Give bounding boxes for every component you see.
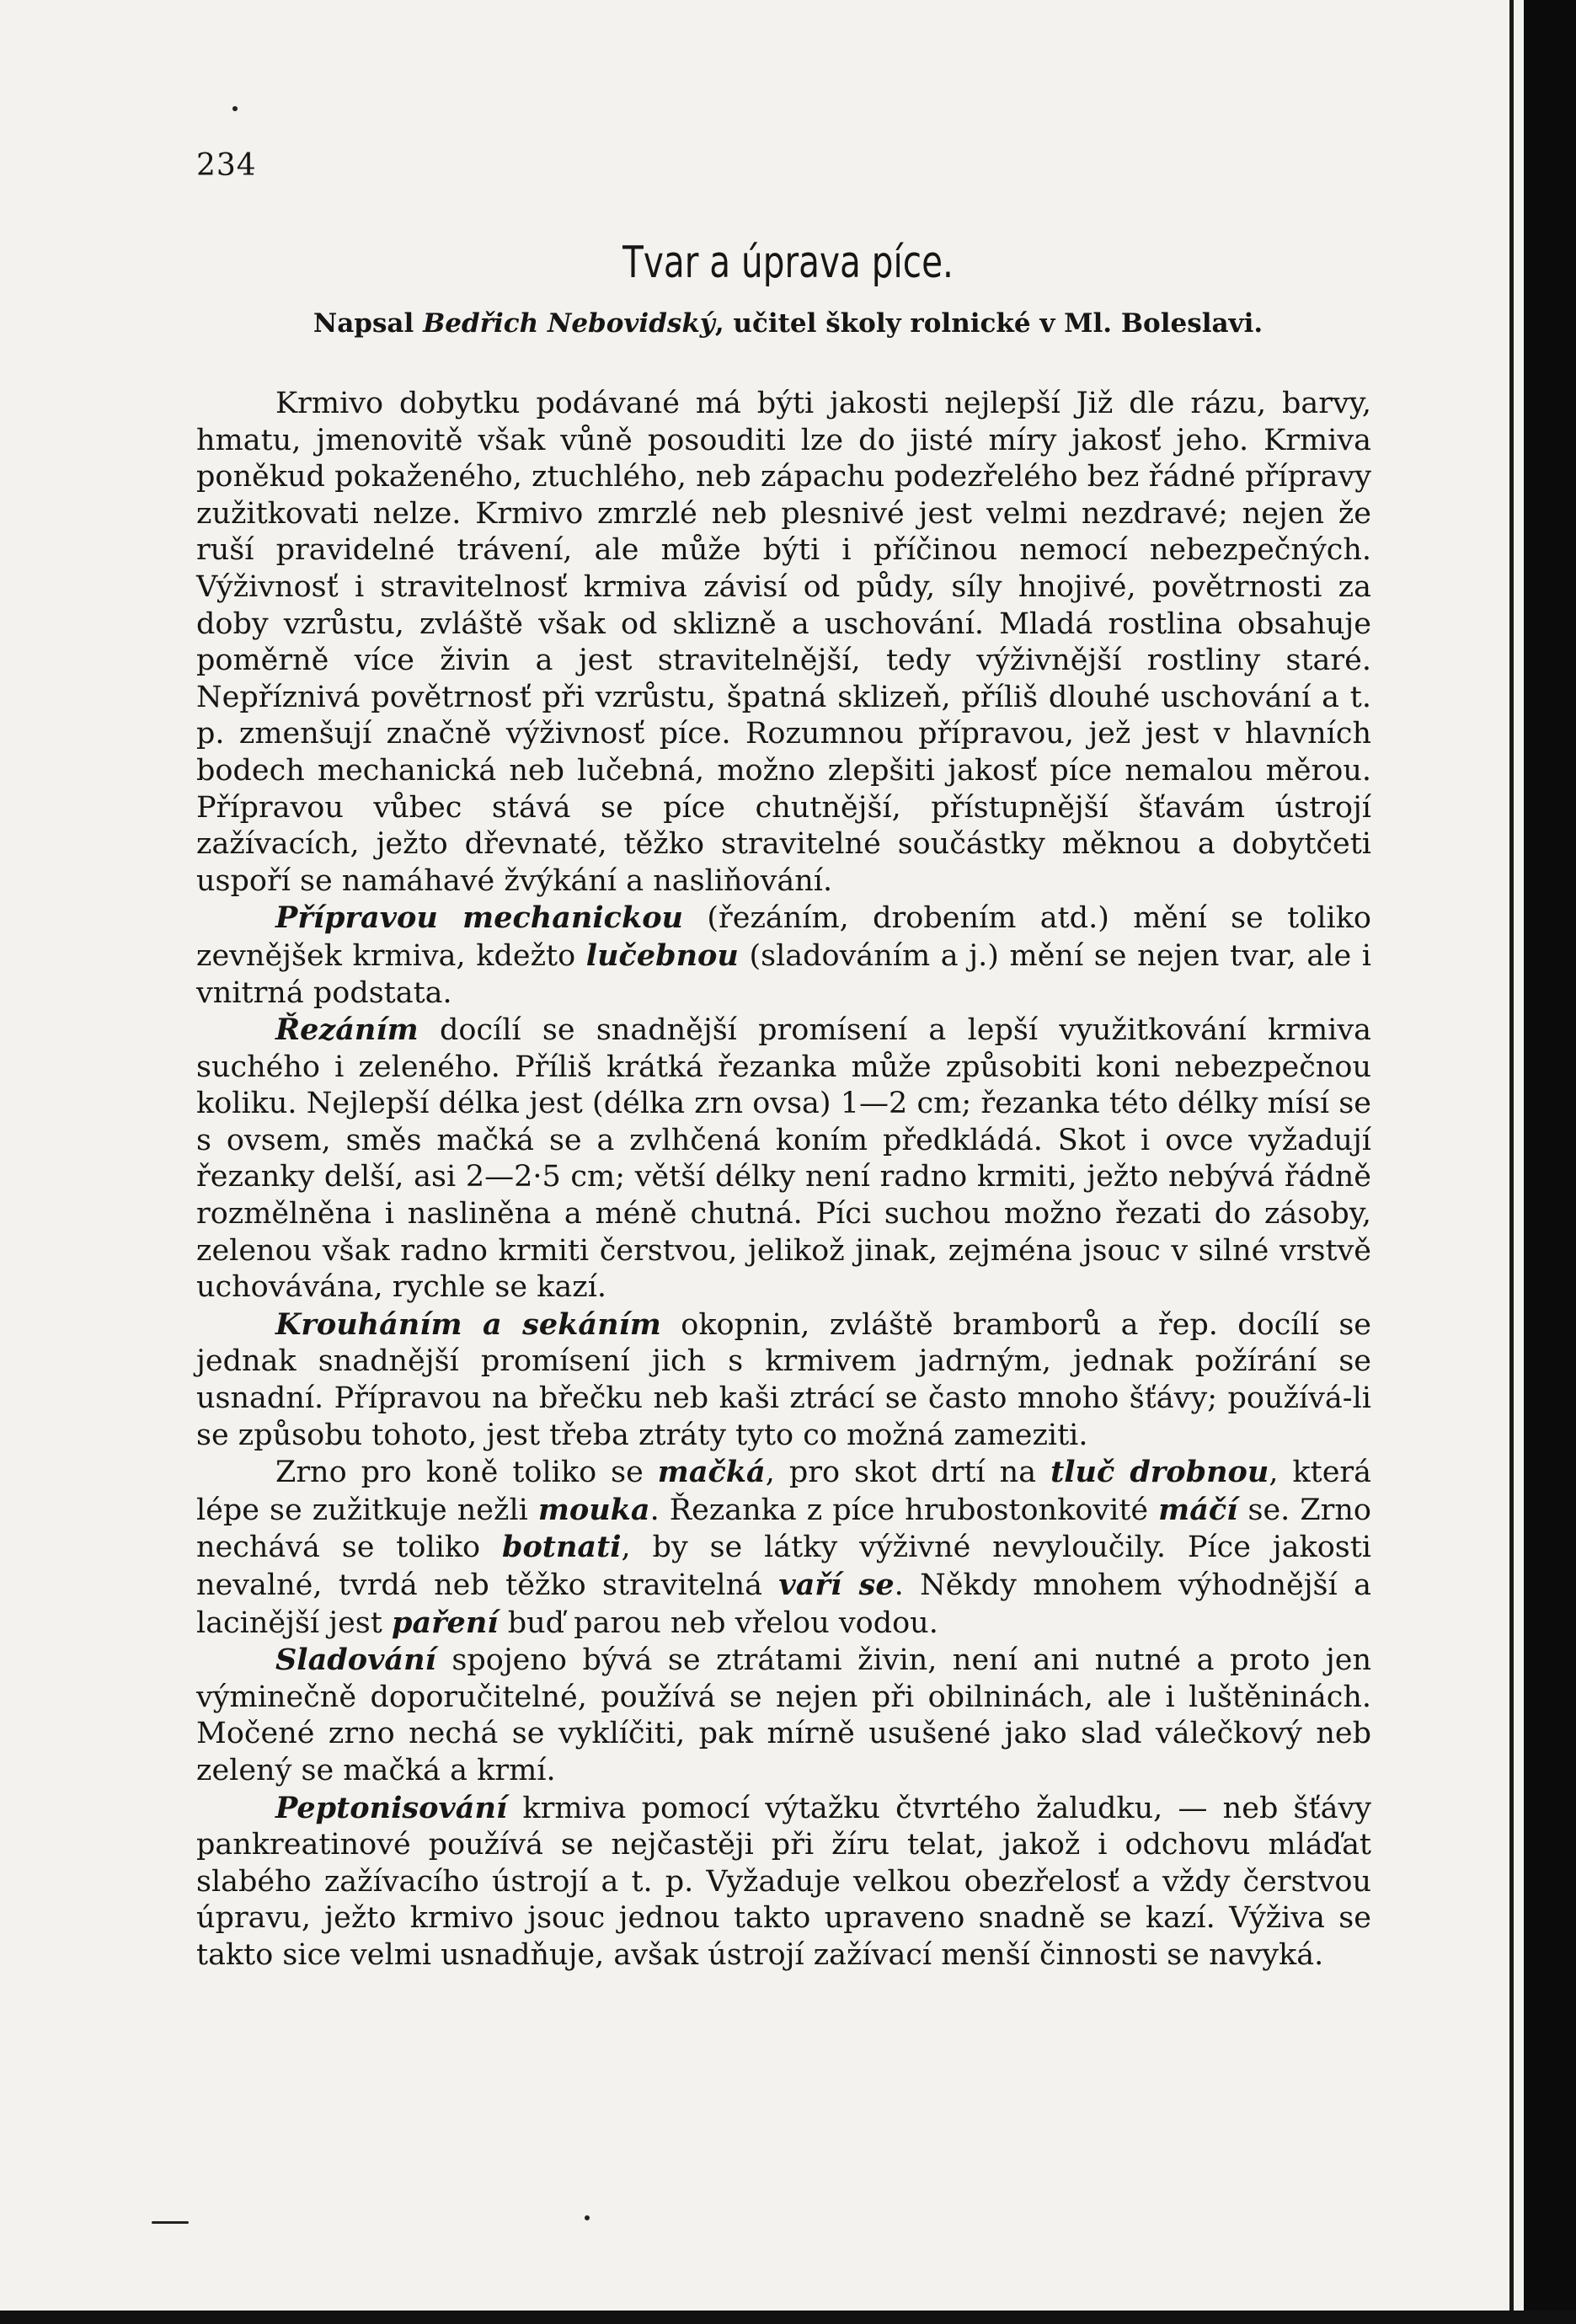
article-byline — [0, 308, 1576, 339]
scan-speck — [232, 106, 238, 111]
article-title: Tvar a úprava píce. — [622, 238, 954, 288]
emphasized-term: Přípravou mechanickou — [275, 900, 684, 936]
emphasized-term: Peptonisování — [275, 1790, 508, 1825]
paragraph-text: buď parou neb vřelou vodou. — [498, 1605, 938, 1640]
paragraph-text: , pro skot drtí na — [765, 1456, 1051, 1490]
emphasized-term: botnati — [501, 1530, 622, 1565]
byline-author: Bedřich Nebovidský — [423, 308, 715, 339]
paragraph-text: se. Zrno nechává se toliko — [196, 1493, 1371, 1565]
byline-prefix: Napsal — [313, 308, 424, 339]
emphasized-term: lučebnou — [585, 938, 739, 973]
paragraph-text: , by se látky výživné nevyloučily. Píce jakosti nevalné, tvrdá neb těžko stravitelná — [196, 1531, 1371, 1602]
paragraph — [196, 1012, 1371, 1306]
scan-border-bottom — [0, 2311, 1576, 2324]
paragraph — [196, 1790, 1371, 1974]
paragraph-text: okopnin, zvláště bramborů a řep. docílí se jednak snadnější promísení jich s krmivem jadrným, jednak požírání se usnadní. Přípravou na břečku neb kaši ztrácí se často mnoho šťávy; používá-li se způsobu tohoto, jest třeba ztráty tyto co možná zameziti. — [196, 1307, 1372, 1452]
paragraph — [196, 900, 1371, 1012]
paragraph-text: Zrno pro koně toliko se — [275, 1456, 658, 1490]
emphasized-term: Krouháním a sekáním — [275, 1306, 661, 1342]
paragraph — [196, 1642, 1371, 1789]
paragraph-text: docílí se snadnější promísení a lepší využitkování krmiva suchého i zeleného. Příliš krátká řezanka může způsobiti koni nebezpečnou koliku. Nejlepší délka jest (délka zrn ovsa) 1—2 cm; řezanka této délky mísí se s ovsem, směs mačká se a zvlhčená koním předkládá. Skot i ovce vyžadují řezanky delší, asi 2—2·5 cm; větší délky není radno krmiti, ježto nebývá řádně rozmělněna i nasliněna a méně chutná. Píci suchou možno řezati do zásoby, zelenou však radno krmiti čerstvou, jelikož jinak, zejména jsouc v silné vrstvě uchovávána, rychle se kazí. — [196, 1013, 1371, 1305]
emphasized-term: mačká — [657, 1455, 766, 1490]
paragraph-text: krmiva pomocí výtažku čtvrtého žaludku, — neb šťávy pankreatinové používá se nejčastěji při žíru telat, jakož i odchovu mláďat slabého zažívacího ústrojí a t. p. Vyžaduje velkou obezřelosť a vždy čerstvou úpravu, ježto krmivo jsouc jednou takto upraveno snadně se kazí. Výživa se takto sice velmi usnadňuje, avšak ústrojí zažívací menší činnosti se navyká. — [196, 1791, 1371, 1972]
page-number: 234 — [196, 148, 257, 183]
paragraph — [196, 1306, 1371, 1454]
paragraph — [196, 386, 1371, 900]
emphasized-term: vaří se — [778, 1568, 895, 1602]
paragraph-text: . Řezanka z píce hrubostonkovité — [649, 1493, 1159, 1527]
paragraph — [196, 1454, 1371, 1642]
scan-speck — [152, 2221, 189, 2224]
article-body — [196, 386, 1371, 1974]
scan-speck — [585, 2215, 590, 2220]
scan-border-right — [1524, 0, 1576, 2324]
paragraph-text: Krmivo dobytku podávané má býti jakosti nejlepší Již dle rázu, barvy, hmatu, jmenovitě však vůně posouditi lze do jisté míry jakosť jeho. Krmiva poněkud pokaženého, ztuchlého, neb zápachu podezřelého bez řádné přípravy zužitkovati nelze. Krmivo zmrzlé neb plesnivé jest velmi nezdravé; nejen že ruší pravidelné trávení, ale může býti i příčinou nemocí nebezpečných. Výživnosť i stravitelnosť krmiva závisí od půdy, síly hnojivé, povětrnosti za doby vzrůstu, zvláště však od sklizně a uschování. Mladá rostlina obsahuje poměrně více živin a jest stravitelnější, tedy výživnější rostliny staré. Nepříznivá povětrnosť při vzrůstu, špatná sklizeň, příliš dlouhé uschování a t. p. zmenšují značně výživnosť píce. Rozumnou přípravou, jež jest v hlavních bodech mechanická neb lučebná, možno zlepšiti jakosť píce nemalou měrou. Přípravou vůbec stává se píce chutnější, přístupnější šťavám ústrojí zažívacích, ježto dřevnaté, těžko stravitelné součástky měknou a dobytčeti uspoří se namáhavé žvýkání a nasliňování. — [196, 387, 1371, 898]
page-fold-line — [1509, 0, 1514, 2324]
paragraph-text: , která lépe se zužitkuje nežli — [196, 1456, 1372, 1527]
paragraph-text: (řezáním, drobením atd.) mění se toliko zevnějšek krmiva, kdežto — [196, 901, 1371, 973]
emphasized-term: tluč drobnou — [1050, 1455, 1269, 1490]
paragraph-text: (sladováním a j.) mění se nejen tvar, ale i vnitrná podstata. — [196, 938, 1372, 1010]
paragraph-text: . Někdy mnohem výhodnější a lacinější jest — [196, 1568, 1371, 1640]
paragraph-text: spojeno bývá se ztrátami živin, není ani nutné a proto jen výminečně doporučitelné, používá se nejen při obilninách, ale i luštěninách. Močené zrno nechá se vyklíčiti, pak mírně usušené jako slad válečkový neb zelený se mačká a krmí. — [196, 1643, 1371, 1787]
emphasized-term: Řezáním — [275, 1012, 419, 1048]
emphasized-term: mouka — [537, 1492, 650, 1527]
emphasized-term: Sladování — [275, 1643, 436, 1678]
emphasized-term: máčí — [1158, 1492, 1238, 1527]
byline-suffix: , učitel školy rolnické v Ml. Boleslavi. — [714, 308, 1263, 339]
emphasized-term: paření — [391, 1605, 499, 1640]
